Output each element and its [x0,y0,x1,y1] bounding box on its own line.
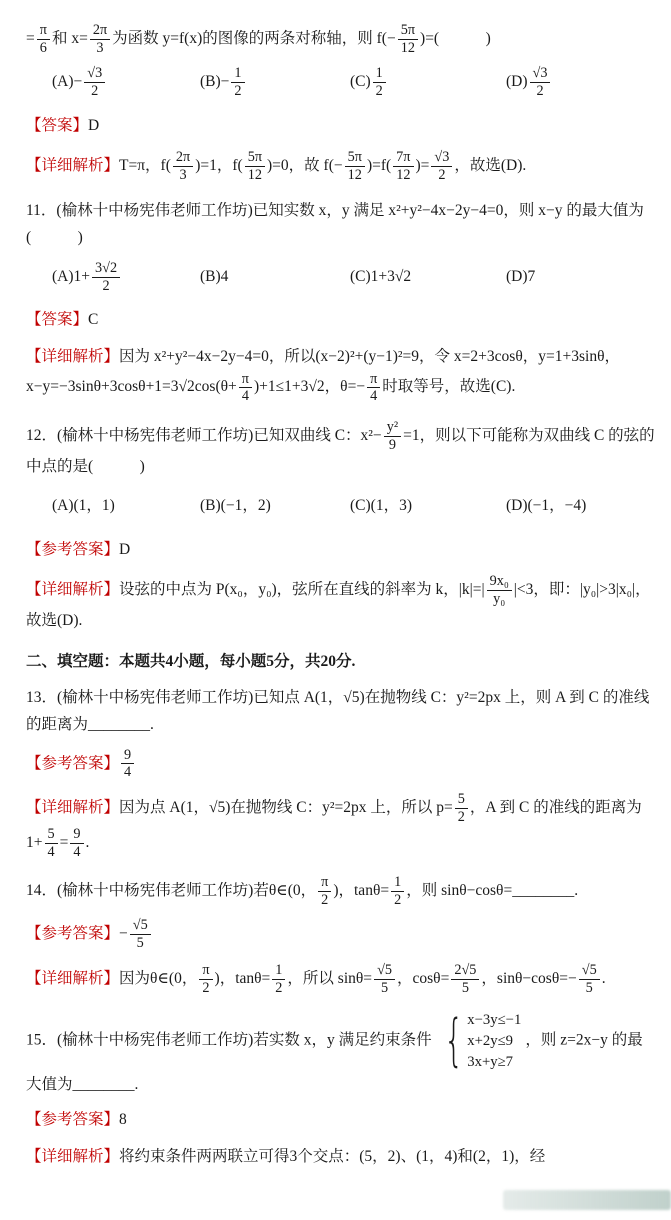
q12-options-row [26,487,657,527]
q11-option-d: (D)7 [506,267,536,285]
q15-analysis-line [26,1144,657,1171]
constraint-1: x−3y≤−1 [467,1012,522,1029]
ref-answer-label: 【参考答案】 [26,540,120,558]
q11-stem: 11．(榆林十中杨宪伟老师工作坊)已知实数 x，y 满足 x²+y²−4x−2y−4=0，则 x−y 的最大值为( ) [26,201,644,246]
q12-option-a: (A)(1，1) [52,497,115,515]
ref-answer-label: 【参考答案】 [26,925,120,943]
q14-analysis-text: 因为θ∈(0， $\frac{\pi}{2}$ )，tanθ= $\frac{1}{2}$ ，所以 sinθ= $\frac{√5}{5}$ ，cosθ= $\frac{2√5}{5}$ ，sinθ−cosθ=− $\frac{√5}{5}$ . [119,961,606,996]
constraint-system [436,1010,522,1072]
q10-option-d: (D) $\frac{√3}{2}$ [506,65,657,100]
q14-stem: 14．(榆林十中杨宪伟老师工作坊)若θ∈(0， $\frac{\pi}{2}$ )，tanθ= $\frac{1}{2}$ ，则 sinθ−cosθ=________. [26,874,579,909]
q11-option-b: (B)4 [200,267,229,285]
q15-stem-after: ，则 z=2x−y 的最大值为________. [26,1031,643,1094]
constraint-2: x+2y≤9 [467,1033,514,1050]
q13-analysis-text: 因为点 A(1，√5)在抛物线 C：y²=2px 上，所以 p= $\frac{5}{2}$ ，A 到 C 的准线的距离为 1+ $\frac{5}{4}$ = $\frac{9}{4}$ . [26,791,642,860]
q11-analysis-line [26,344,657,405]
analysis-label: 【详细解析】 [26,1147,120,1165]
q13-answer-value: $\frac{9}{4}$ [119,754,136,771]
q10-options-row [26,63,657,103]
watermark [503,1190,671,1210]
q10-analysis-line [26,149,657,184]
q12-option-d: (D)(−1，−4) [506,497,587,515]
q15-answer-line [26,1107,657,1134]
answer-label: 【答案】 [26,116,89,134]
analysis-label: 【详细解析】 [26,969,120,987]
q15-analysis-text: 将约束条件两两联立可得3个交点：(5，2)、(1，4)和(2，1)，经 [119,1147,546,1165]
q11-option-a: (A)1+ $\frac{3√2}{2}$ [52,260,200,295]
q12-option-b: (B)(−1，2) [200,497,271,515]
q10-stem: = $\frac{\pi}{6}$ 和 x= $\frac{2\pi}{3}$ 为函数 y=f(x)的图像的两条对称轴，则 f(− $\frac{5\pi}{12}$ )=( ) [26,22,491,56]
left-brace: { [443,1008,464,1074]
q12-analysis-line [26,573,657,634]
section-2-title: 二、填空题：本题共4小题，每小题5分，共20分. [26,652,356,670]
q15-answer-value: 8 [119,1110,127,1128]
ref-answer-label: 【参考答案】 [26,1110,120,1128]
q12-answer-value: D [119,540,131,558]
q10-analysis-text: T=π，f( $\frac{2\pi}{3}$ )=1，f( $\frac{5\pi}{12}$ )=0，故 f(− $\frac{5\pi}{12}$ )=f( $\frac{7\pi}{12}$ )= $\frac{√3}{2}$ ，故选(D). [119,149,527,184]
q11-analysis-text: 因为 x²+y²−4x−2y−4=0，所以(x−2)²+(y−1)²=9，令 x=2+3cosθ，y=1+3sinθ，x−y=−3sinθ+3cosθ+1=3√2cos(θ+ $\frac{\pi}{4}$ )+1≤1+3√2，θ=− $\frac{\pi}{4}$ 时取等号，故选(C). [26,347,620,405]
q10-answer-value: D [88,116,100,134]
q14-answer-value: − $\frac{√5}{5}$ [119,925,153,942]
analysis-label: 【详细解析】 [26,347,120,365]
q10-option-a: (A)− $\frac{√3}{2}$ [52,65,200,100]
constraint-lines [467,1010,521,1072]
answer-label: 【答案】 [26,311,89,329]
q15-stem [26,1010,657,1098]
q13-answer-line [26,747,657,782]
q13-stem: 13．(榆林十中杨宪伟老师工作坊)已知点 A(1，√5)在抛物线 C：y²=2px 上，则 A 到 C 的准线的距离为________. [26,689,650,733]
ref-answer-label: 【参考答案】 [26,754,120,772]
q15-stem-before: 15．(榆林十中杨宪伟老师工作坊)若实数 x，y 满足约束条件 [26,1031,432,1049]
q12-answer-line [26,537,657,564]
analysis-label: 【详细解析】 [26,157,120,175]
q10-option-b: (B)− $\frac{1}{2}$ [200,65,350,100]
q12-option-c: (C)(1，3) [350,497,412,515]
analysis-label: 【详细解析】 [26,581,120,599]
q11-option-c: (C)1+3√2 [350,267,412,285]
q12-stem: 12．(榆林十中杨宪伟老师工作坊)已知双曲线 C：x²− $\frac{\text{y²}}{9}$ =1，则以下可能称为双曲线 C 的弦的中点的是( ) [26,419,655,475]
q11-answer-line [26,307,657,334]
q14-analysis-line [26,962,657,997]
analysis-label: 【详细解析】 [26,799,120,817]
q11-options-row [26,257,657,297]
q13-analysis-line [26,791,657,860]
q12-analysis-text: 设弦的中点为 P(x₀，y₀)，弦所在直线的斜率为 k，|k|=| $\frac{\text{9x₀}}{\text{y₀}}$ |<3，即：|y₀|>3|x₀|，故选(D). [26,573,651,629]
q10-option-c: (C) $\frac{1}{2}$ [350,65,506,100]
q11-answer-value: C [88,311,99,329]
q10-answer-line [26,113,657,140]
q14-answer-line [26,917,657,952]
constraint-3: 3x+y≥7 [467,1053,514,1070]
